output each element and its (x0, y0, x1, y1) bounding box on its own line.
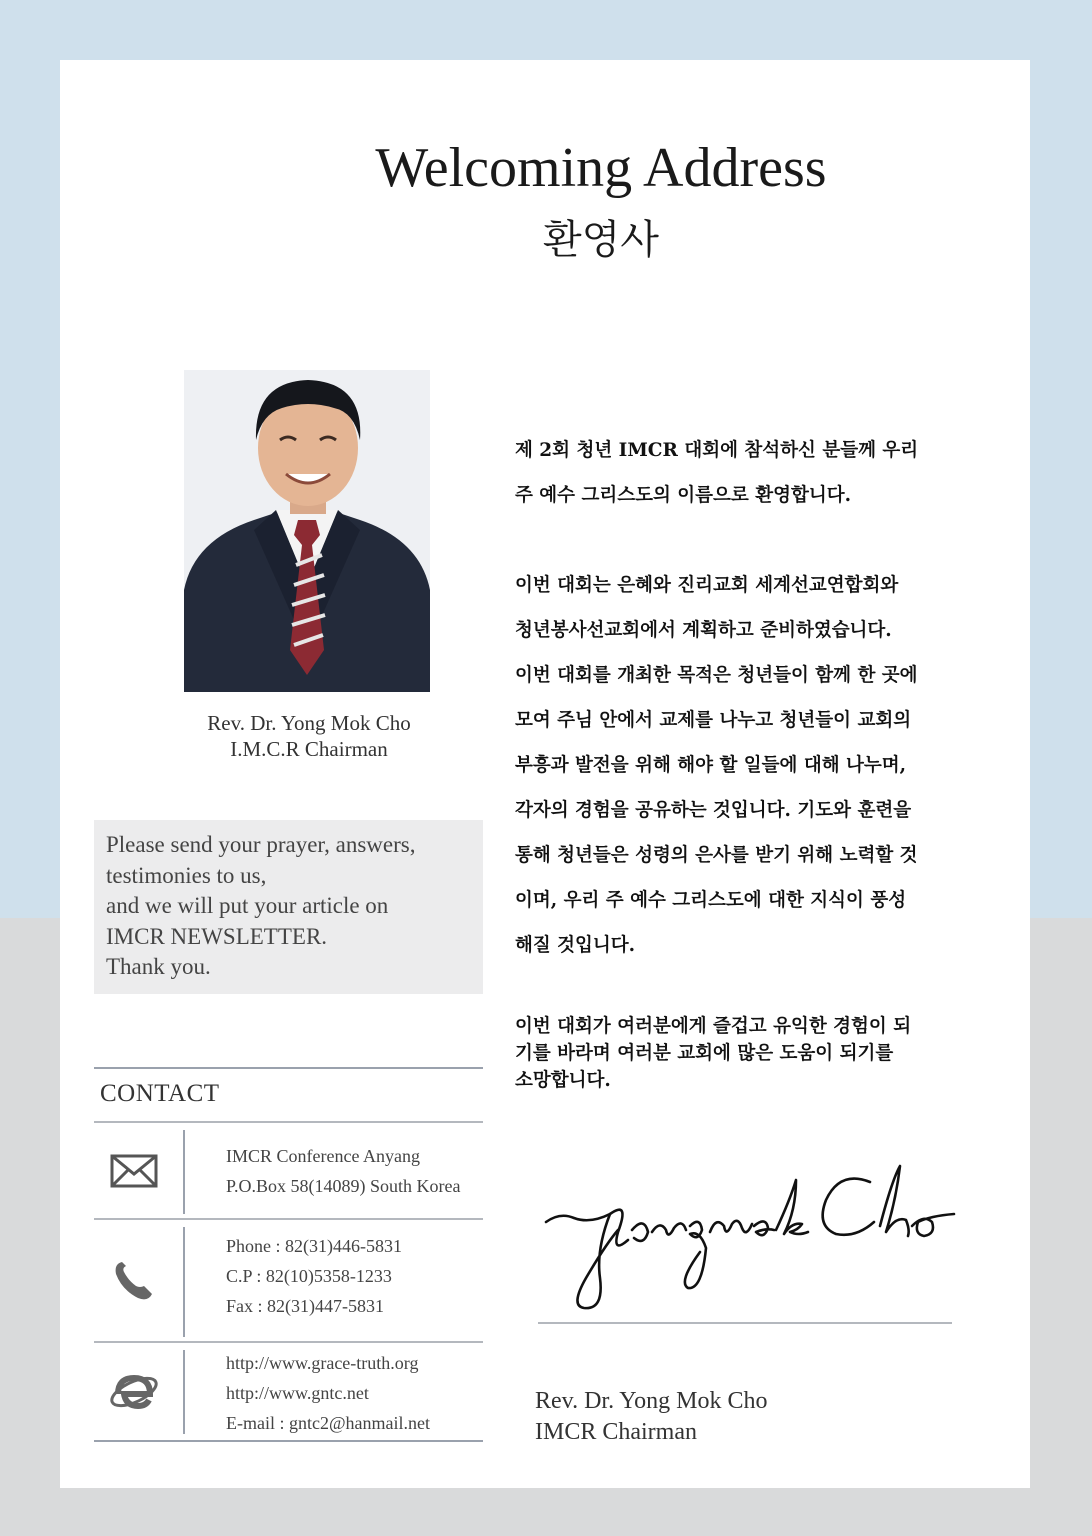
portrait-caption (154, 710, 464, 762)
browser-e-icon (108, 1370, 160, 1414)
letter-line: 통해 청년들은 성령의 은사를 받기 위해 노력할 것 (515, 845, 918, 866)
letter-line: 이며, 우리 주 예수 그리스도에 대한 지식이 풍성 (515, 890, 907, 911)
notice-line: Thank you. (106, 954, 211, 979)
contact-divider (94, 1121, 483, 1123)
letter-page (60, 60, 1030, 1488)
letter-line: 기를 바라며 여러분 교회에 많은 도움이 되기를 (515, 1043, 894, 1064)
contact-fax-line: Fax : 82(31)447-5831 (226, 1296, 384, 1316)
letter-body (515, 428, 1005, 1094)
contact-heading: CONTACT (100, 1080, 220, 1107)
page-title: Welcoming Address (375, 137, 827, 199)
notice-line: Please send your prayer, answers, (106, 832, 416, 857)
letter-line: 제 2회 청년 IMCR 대회에 참석하신 분들께 우리 (515, 440, 919, 461)
contact-divider (94, 1341, 483, 1343)
letter-line: 이번 대회를 개최한 목적은 청년들이 함께 한 곳에 (515, 665, 918, 686)
contact-row-separator (183, 1227, 185, 1337)
notice-line: IMCR NEWSLETTER. (106, 923, 328, 949)
contact-address-line: IMCR Conference Anyang (226, 1146, 420, 1166)
signoff-name: Rev. Dr. Yong Mok Cho (535, 1388, 768, 1414)
contact-divider (94, 1218, 483, 1220)
letter-line: 부흥과 발전을 위해 해야 할 일들에 대해 나누며, (515, 755, 907, 776)
contact-row-separator (183, 1130, 185, 1214)
portrait-illustration (184, 370, 430, 692)
notice-line: testimonies to us, (106, 862, 267, 888)
newsletter-notice-box (94, 820, 483, 994)
caption-role: I.M.C.R Chairman (230, 737, 388, 761)
contact-email-line[interactable]: E-mail : gntc2@hanmail.net (226, 1413, 431, 1433)
notice-line: and we will put your article on (106, 893, 389, 918)
signature-line (538, 1322, 952, 1324)
letter-line: 이번 대회가 여러분에게 즐겁고 유익한 경험이 되 (515, 1016, 912, 1037)
letter-paragraph-3 (515, 1013, 1005, 1094)
contact-website-line[interactable]: http://www.grace-truth.org (226, 1353, 419, 1373)
letter-line: 해질 것입니다. (515, 935, 636, 956)
chairman-portrait-photo (184, 370, 430, 692)
letter-paragraph-2 (515, 563, 1005, 968)
letter-line: 각자의 경험을 공유하는 것입니다. 기도와 훈련을 (515, 800, 912, 821)
contact-cp-line: C.P : 82(10)5358-1233 (226, 1266, 392, 1286)
letter-line: 주 예수 그리스도의 이름으로 환영합니다. (515, 485, 852, 506)
signoff-block (535, 1386, 768, 1448)
letter-line: 모여 주님 안에서 교제를 나누고 청년들이 교회의 (515, 710, 912, 731)
letter-line: 청년봉사선교회에서 계획하고 준비하였습니다. (515, 620, 892, 641)
letter-paragraph-1 (515, 428, 1005, 518)
envelope-icon (108, 1150, 160, 1194)
contact-phone-line: Phone : 82(31)446-5831 (226, 1236, 402, 1256)
contact-website-line[interactable]: http://www.gntc.net (226, 1383, 369, 1403)
contact-row-separator (183, 1350, 185, 1434)
letter-line: 소망합니다. (515, 1070, 611, 1091)
letter-line: 이번 대회는 은혜와 진리교회 세계선교연합회와 (515, 575, 899, 596)
contact-top-divider (94, 1067, 483, 1069)
caption-name: Rev. Dr. Yong Mok Cho (207, 711, 411, 735)
phone-icon (108, 1258, 160, 1302)
handwritten-signature (540, 1160, 960, 1320)
page-subtitle: 환영사 (543, 217, 659, 263)
contact-bottom-divider (94, 1440, 483, 1442)
signoff-role: IMCR Chairman (535, 1419, 697, 1445)
contact-address-line: P.O.Box 58(14089) South Korea (226, 1176, 461, 1196)
